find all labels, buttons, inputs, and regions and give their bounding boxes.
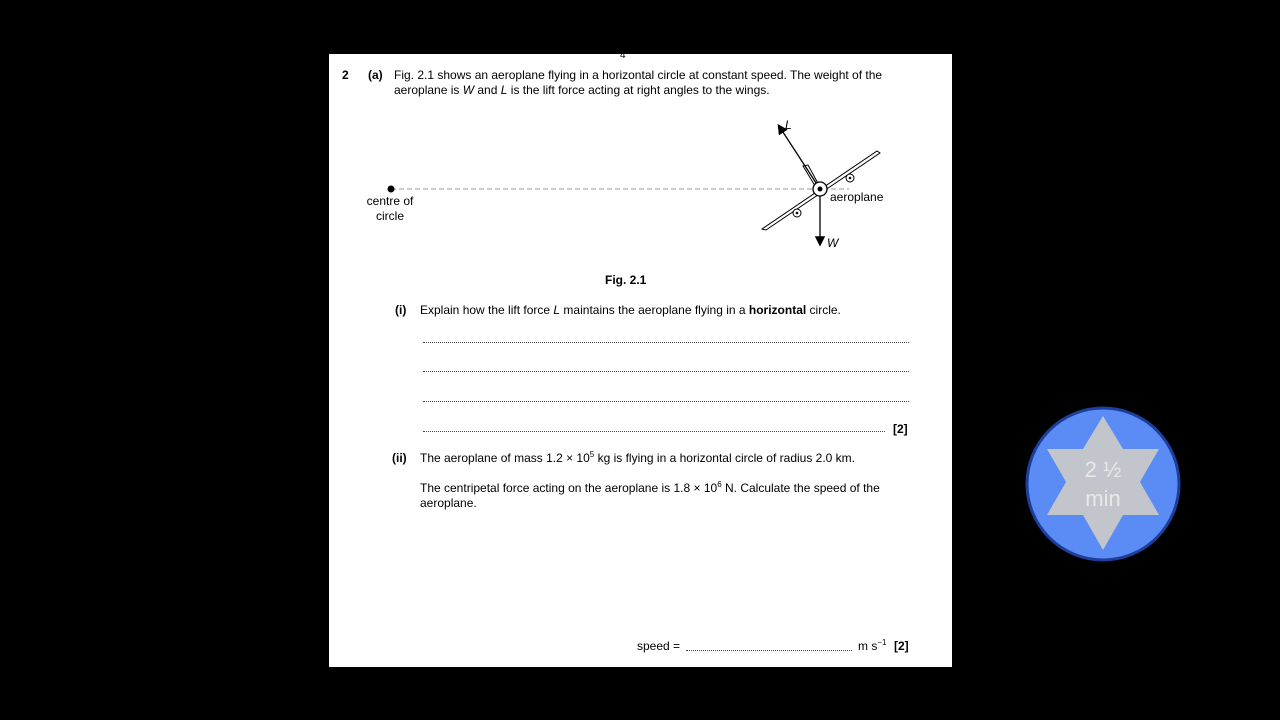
question-text: N. Calculate the speed of the — [721, 481, 880, 495]
centre-dot — [388, 186, 395, 193]
lift-arrow — [779, 126, 820, 189]
speed-answer-line[interactable] — [686, 650, 852, 651]
part-i-question — [420, 303, 841, 318]
question-text: Explain how the lift force — [420, 303, 554, 317]
emphasis: horizontal — [748, 303, 807, 317]
engine-right-dot — [849, 177, 852, 180]
lift-symbol: L — [500, 83, 508, 97]
question-number: 2 — [342, 68, 349, 82]
speed-label: speed = — [637, 639, 681, 653]
question-text: The centripetal force acting on the aeroplane is 1.8 × 10 — [420, 481, 718, 495]
question-intro-line1: Fig. 2.1 shows an aeroplane flying in a horizontal circle at constant speed. The weight of the — [394, 68, 883, 82]
question-text: kg is flying in a horizontal circle of radius 2.0 km. — [594, 451, 856, 465]
intro-text: and — [474, 83, 501, 97]
answer-line-4[interactable] — [423, 431, 885, 432]
label-centre-of-circle — [355, 194, 425, 224]
part-ii-line2 — [420, 481, 880, 496]
engine-left-dot — [796, 212, 799, 215]
part-ii-marks: [2] — [894, 639, 909, 653]
part-ii-line3: aeroplane. — [420, 496, 477, 510]
answer-line-1[interactable] — [423, 342, 909, 343]
weight-symbol: W — [462, 83, 475, 97]
part-ii-line1 — [420, 451, 855, 466]
exponent: 5 — [589, 450, 595, 459]
part-i-label: (i) — [395, 303, 407, 317]
lift-symbol: L — [553, 303, 561, 317]
question-text: The aeroplane of mass 1.2 × 10 — [420, 451, 590, 465]
speed-unit — [858, 639, 886, 654]
label-L — [785, 118, 792, 133]
question-text: circle. — [806, 303, 841, 317]
question-intro-line2 — [394, 83, 770, 98]
lift-symbol: L — [785, 118, 792, 132]
unit-exponent: −1 — [877, 638, 887, 647]
part-ii-label: (ii) — [392, 451, 407, 465]
label-centre-line2: circle — [375, 209, 404, 223]
unit-text: m s — [858, 639, 878, 653]
fuselage-centre — [818, 187, 823, 192]
intro-text: is the lift force acting at right angles to the wings. — [507, 83, 770, 97]
answer-line-2[interactable] — [423, 371, 909, 372]
label-centre-line1: centre of — [366, 194, 414, 208]
label-aeroplane: aeroplane — [830, 190, 884, 204]
part-i-marks: [2] — [893, 422, 908, 436]
timer-text-line2: min — [1085, 486, 1121, 511]
label-W — [827, 236, 838, 251]
intro-text: aeroplane is — [394, 83, 463, 97]
exam-page — [329, 50, 952, 667]
question-text: maintains the aeroplane flying in a — [560, 303, 749, 317]
weight-symbol: W — [827, 236, 839, 250]
page-number: 4 — [620, 50, 626, 61]
exponent: 6 — [717, 480, 722, 489]
timer-badge — [1025, 404, 1181, 564]
timer-text-line1: 2 ½ — [1084, 457, 1122, 482]
answer-line-3[interactable] — [423, 401, 909, 402]
part-a-label: (a) — [368, 68, 383, 82]
figure-caption: Fig. 2.1 — [605, 273, 647, 287]
